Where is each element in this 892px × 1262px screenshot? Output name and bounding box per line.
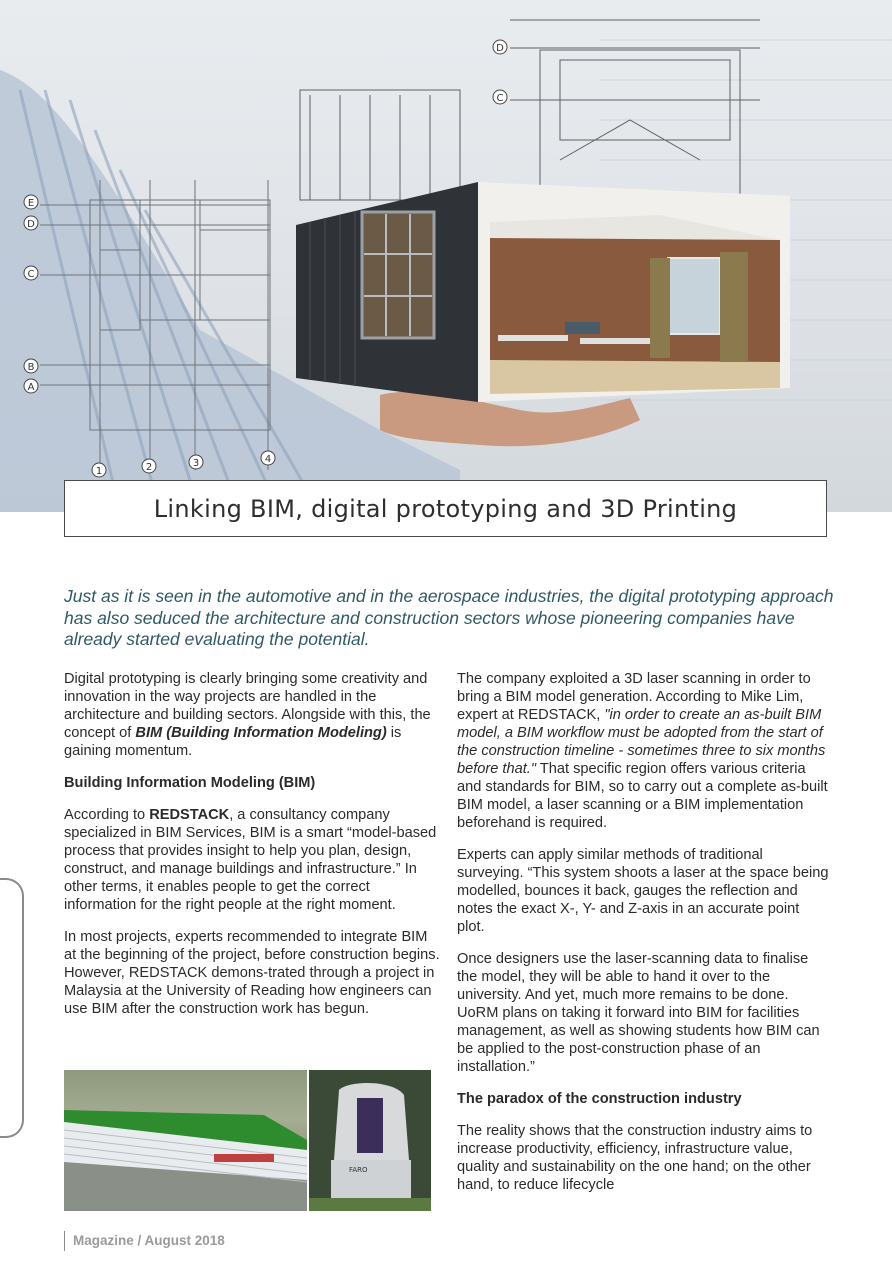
svg-text:A: A: [27, 382, 35, 393]
paragraph: Once designers use the laser-scanning data to finalise the model, they will be able to hand it over to the university. And yet, much more remains to be done. UoRM plans on taking it forward into BIM for facilities management, as well as showing students how BIM can be applied to the post-construction phase of an installation.”: [457, 951, 820, 1075]
section-heading: Building Information Modeling (BIM): [64, 775, 316, 791]
paragraph: The company exploited a 3D laser scanning in order to bring a BIM model generation. According to Mike Lim, expert at REDSTACK, "in order to create an as-built BIM model, a BIM workflow must be adopted from the start of the construction timeline - sometimes three to six months before that." That specific region offers various criteria and standards for BIM, so to carry out a complete as-built BIM model, a laser scanning or a BIM implementation beforehand is required.: [457, 671, 828, 831]
left-column: [64, 670, 440, 1032]
svg-text:2: 2: [145, 462, 153, 473]
svg-text:C: C: [496, 93, 504, 104]
svg-text:E: E: [27, 198, 35, 209]
svg-text:D: D: [27, 219, 35, 230]
paragraph: In most projects, experts recommended to integrate BIM at the beginning of the project, before construction begins. However, REDSTACK demons-trated through a project in Malaysia at the University of Reading how engineers can use BIM after the construction work has begun.: [64, 929, 440, 1017]
hero-image: [0, 0, 892, 512]
paragraph: According to REDSTACK, a consultancy company specialized in BIM Services, BIM is a smart “model-based process that provides insight to help you plan, design, construct, and manage buildings and infrastructure.” In other terms, it enables people to get the correct information for the right people at the right moment.: [64, 807, 437, 913]
article-title: Linking BIM, digital prototyping and 3D Printing: [153, 494, 738, 523]
paragraph: Digital prototyping is clearly bringing some creativity and innovation in the way projects are handled in the architecture and building sectors. Alongside with this, the concept of BIM (Building Information Modeling) is gaining momentum.: [64, 671, 431, 759]
footer-label: Magazine / August 2018: [64, 1231, 225, 1251]
svg-text:1: 1: [95, 466, 103, 477]
svg-text:B: B: [27, 362, 35, 373]
svg-text:4: 4: [264, 454, 272, 465]
article-lede: Just as it is seen in the automotive and in the aerospace industries, the digital prototyping approach has also seduced the architecture and construction sectors whose pioneering companies have already started evaluating the potential.: [64, 586, 834, 649]
paragraph: Experts can apply similar methods of traditional surveying. “This system shoots a laser at the space being modelled, bounces it back, gauges the reflection and notes the exact X-, Y- and Z-axis in an accurate point plot.: [457, 847, 829, 935]
svg-text:C: C: [27, 269, 35, 280]
paragraph: The reality shows that the construction industry aims to increase productivity, efficiency, infrastructure value, quality and sustainability on the one hand; on the other hand, to reduce lifecycle: [457, 1123, 813, 1193]
svg-text:3: 3: [192, 458, 200, 469]
laser-scanner-image: [309, 1070, 431, 1211]
scanner-brand-label: FARO: [349, 1166, 368, 1174]
svg-text:D: D: [496, 43, 504, 54]
hero-illustration: [0, 0, 892, 512]
right-column: [457, 670, 829, 1208]
section-heading: The paradox of the construction industry: [457, 1091, 742, 1107]
title-box: [64, 480, 827, 537]
side-bracket-decoration: [0, 878, 24, 1138]
bim-model-image: [64, 1070, 307, 1211]
